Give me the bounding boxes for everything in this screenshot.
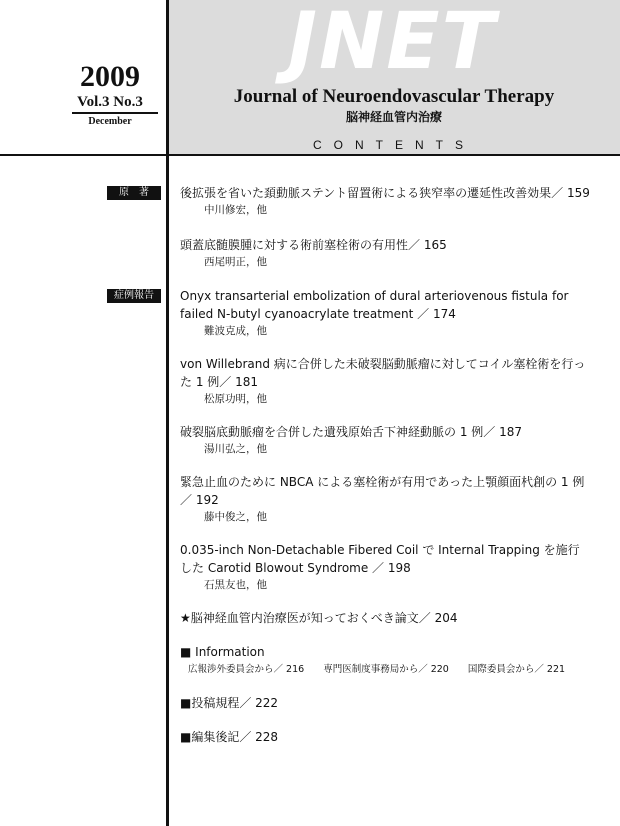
entry-author: 松原功明，他 bbox=[204, 393, 267, 405]
toc-entry-1[interactable] bbox=[180, 184, 590, 218]
entry-author: 中川修宏，他 bbox=[204, 204, 267, 216]
issue-year: 2009 bbox=[80, 60, 140, 93]
entry-title: 0.035-inch Non-Detachable Fibered Coil で Internal Trapping を施行した Carotid Blowout Syndrome ／ 198 bbox=[180, 543, 580, 575]
entry-title: von Willebrand 病に合併した未破裂脳動脈瘤に対してコイル塞栓術を行った 1 例／ 181 bbox=[180, 357, 586, 389]
entry-title: 頭蓋底髄膜腫に対する術前塞栓術の有用性／ 165 bbox=[180, 238, 447, 252]
journal-title-jp: 脳神経血管内治療 bbox=[345, 110, 442, 124]
info-item-international[interactable]: 国際委員会から／ 221 bbox=[467, 664, 566, 675]
entry-title: 緊急止血のために NBCA による塞栓術が有用であった上顎顔面杙創の 1 例／ 192 bbox=[180, 475, 585, 507]
page-header bbox=[0, 0, 620, 156]
information-section bbox=[180, 643, 590, 677]
info-item-specialist-office[interactable]: 専門医制度事務局から／ 220 bbox=[323, 664, 449, 675]
journal-title: Journal of Neuroendovascular Therapy bbox=[233, 86, 555, 107]
entry-author: 湯川弘之，他 bbox=[204, 443, 267, 455]
entry-title: 後拡張を省いた頚動脈ステント留置術による狭窄率の遷延性改善効果／ 159 bbox=[180, 186, 590, 200]
toc-entry-7[interactable] bbox=[180, 541, 590, 593]
information-heading: ■ Information bbox=[180, 645, 265, 659]
information-items bbox=[188, 663, 590, 677]
entry-author: 難波克成，他 bbox=[204, 325, 267, 337]
contents-heading: CONTENTS bbox=[313, 138, 475, 152]
entry-author: 藤中俊之，他 bbox=[204, 511, 267, 523]
info-item-public-relations[interactable]: 広報渉外委員会から／ 216 bbox=[188, 664, 305, 675]
toc-entry-5[interactable] bbox=[180, 423, 590, 457]
section-label-case-reports: 症例報告 bbox=[107, 289, 161, 303]
editorial-postscript[interactable] bbox=[180, 728, 590, 746]
section-label-original: 原 著 bbox=[107, 186, 161, 200]
submission-rules[interactable] bbox=[180, 694, 590, 712]
must-read-papers[interactable] bbox=[180, 609, 590, 627]
editorial-postscript-title: ■編集後記／ 228 bbox=[180, 730, 279, 744]
submission-rules-title: ■投稿規程／ 222 bbox=[180, 696, 279, 710]
entry-title: 破裂脳底動脈瘤を合併した遺残原始舌下神経動脈の 1 例／ 187 bbox=[180, 425, 522, 439]
entry-author: 西尾明正，他 bbox=[204, 256, 267, 268]
issue-month: December bbox=[88, 116, 132, 127]
toc-entry-3[interactable] bbox=[180, 287, 590, 339]
entry-author: 石黒友也，他 bbox=[204, 579, 267, 591]
issue-volume: Vol.3 No.3 bbox=[77, 94, 143, 110]
toc-entry-6[interactable] bbox=[180, 473, 590, 525]
entry-title: Onyx transarterial embolization of dural arteriovenous fistula for failed N-butyl cyanoacrylate treatment ／ 174 bbox=[180, 289, 569, 321]
toc-entry-2[interactable] bbox=[180, 236, 590, 270]
must-read-title: ★脳神経血管内治療医が知っておくべき論文／ 204 bbox=[180, 611, 458, 625]
vertical-divider bbox=[166, 0, 169, 826]
toc-entry-4[interactable] bbox=[180, 355, 590, 407]
jnet-logo: JNET bbox=[288, 0, 497, 87]
volume-rule bbox=[72, 112, 158, 114]
